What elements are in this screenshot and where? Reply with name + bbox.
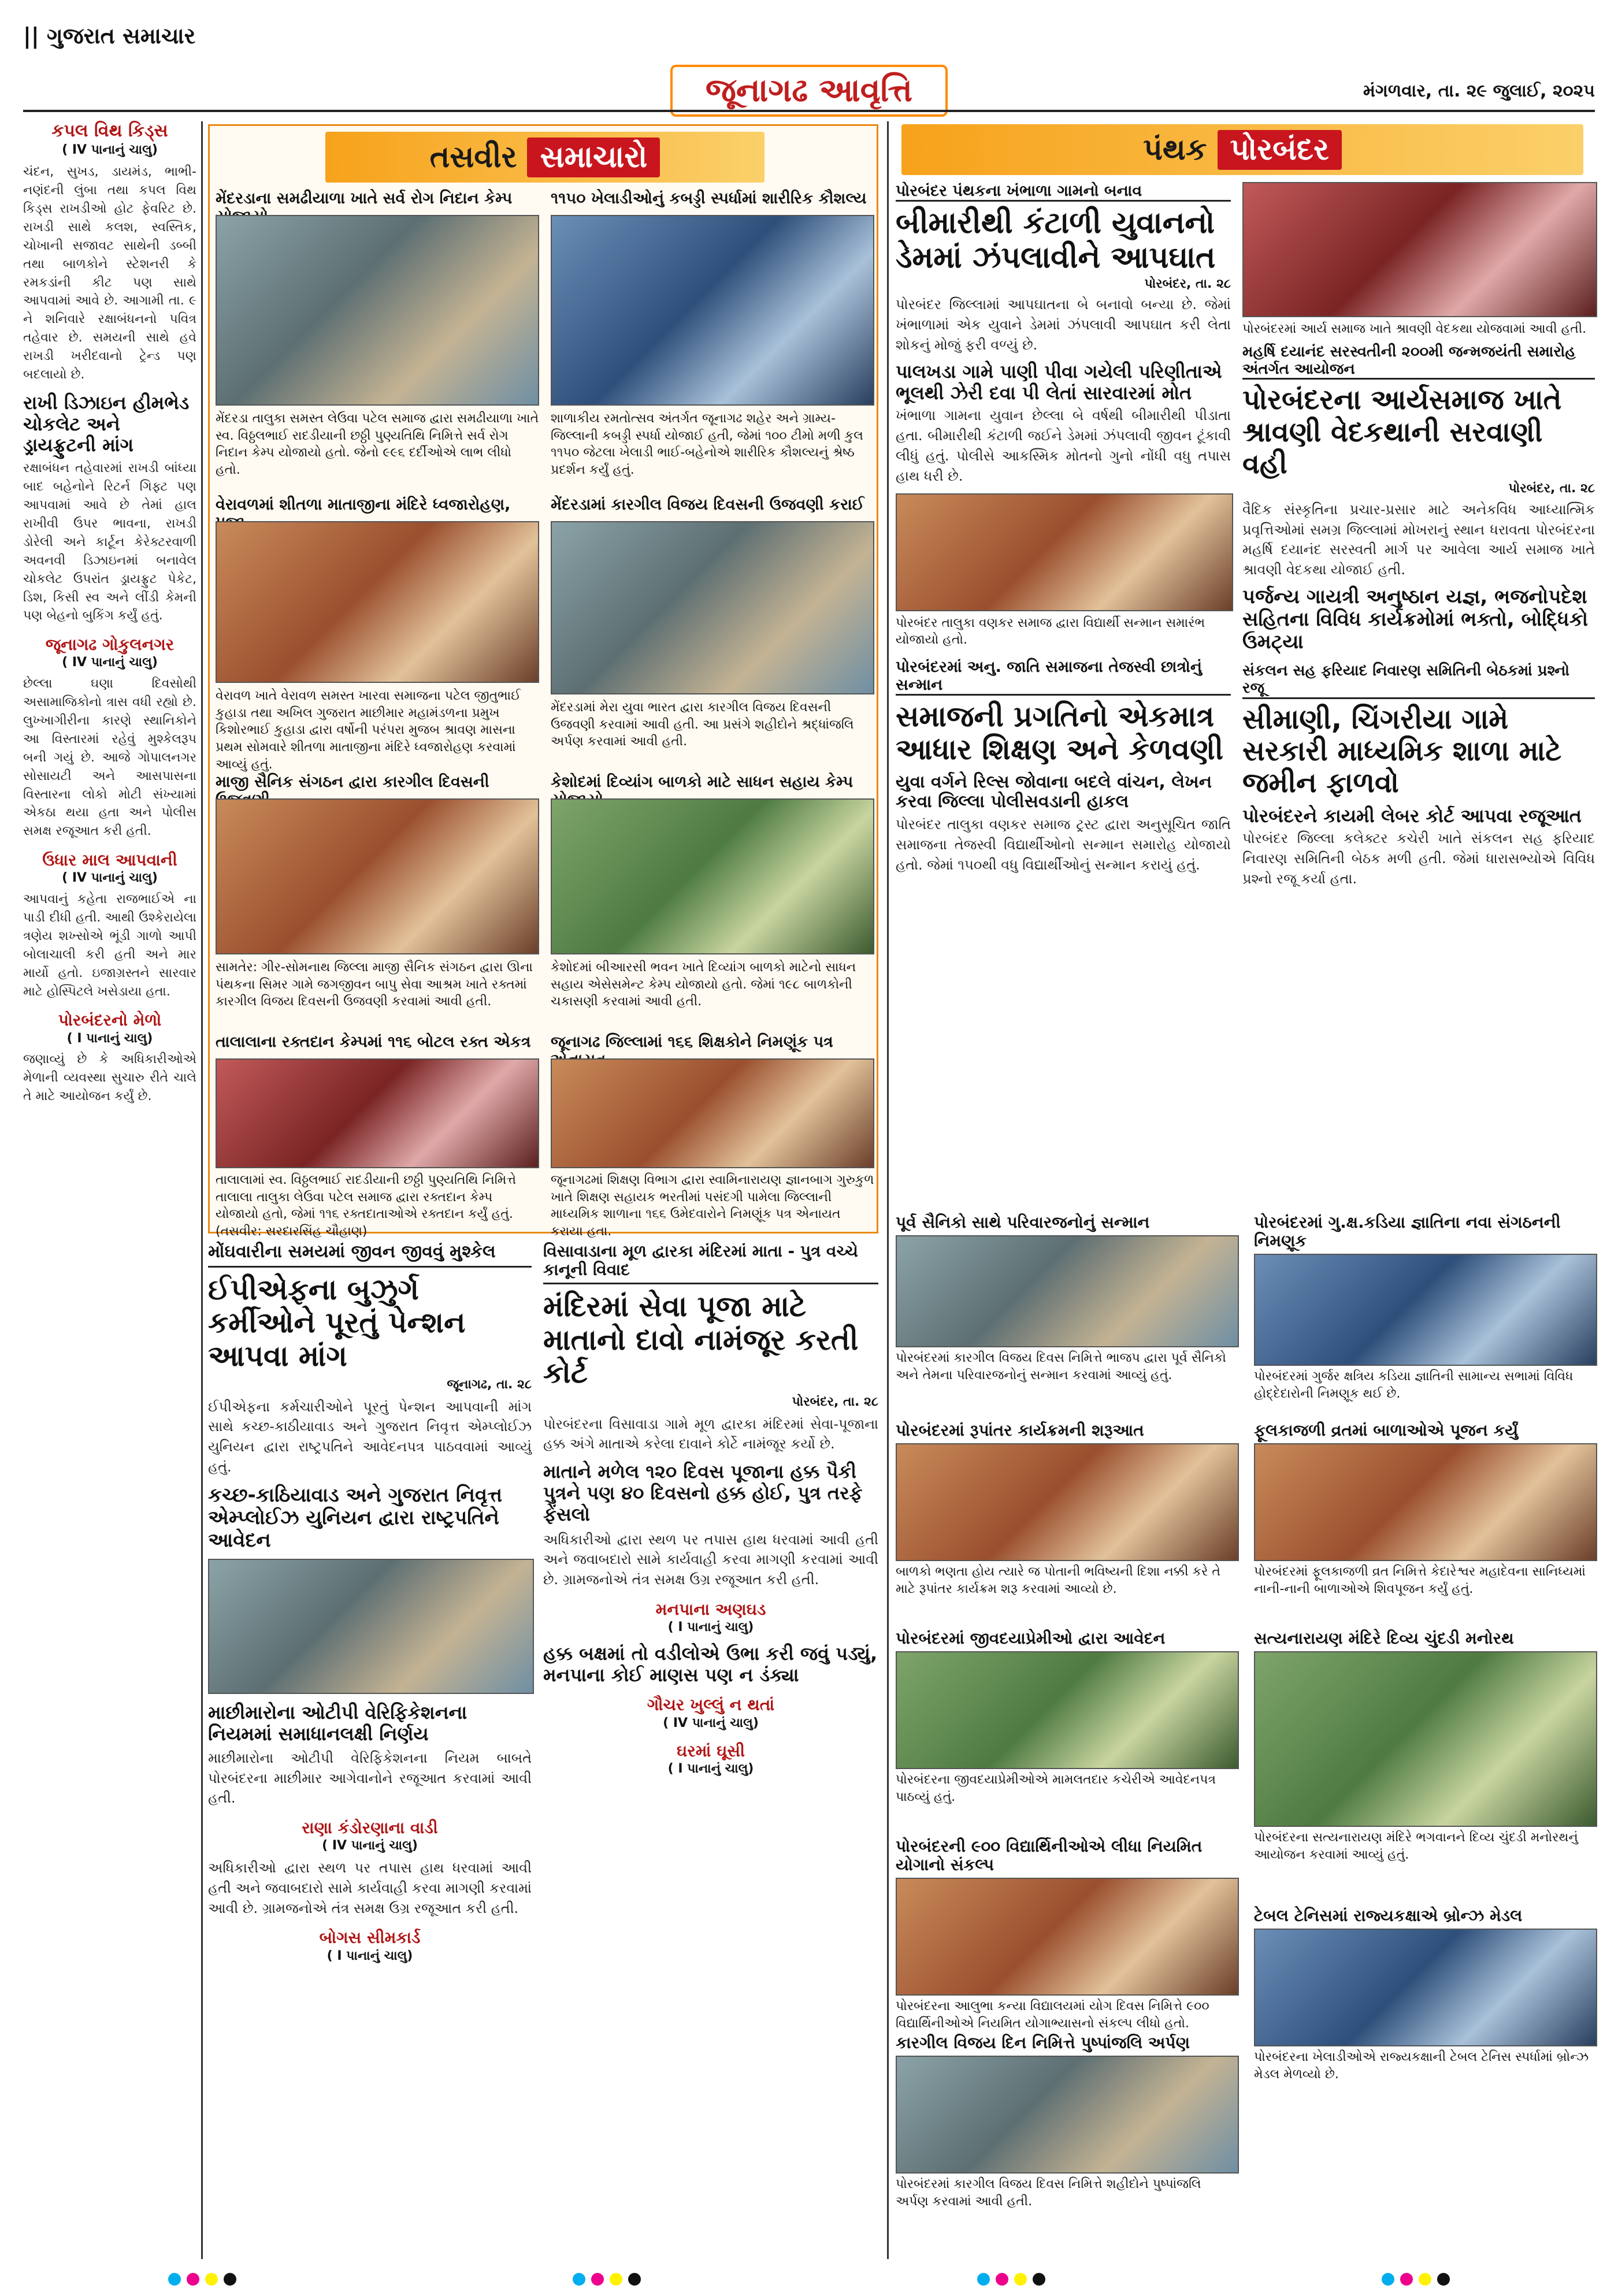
photo-story: [551, 496, 874, 767]
photo-caption: મેંદરડા તાલુકા સમસ્ત લેઉવા પટેલ સમાજ દ્વારા સમઢીયાળા ખાતે સ્વ. વિઠ્ઠલભાઈ રાદડીયાની છઠ્ઠી પુણ્યતિથિ નિમિત્તે સર્વ રોગ નિદાન કેમ્પ યોજાયો હતો. જેનો ૯૯૬ દર્દીઓએ લાભ લીધો હતો.: [216, 411, 539, 478]
subheadline: યુવા વર્ગને રિલ્સ જોવાના બદલે વાંચન, લેખન કરવા જિલ્લા પોલીસવડાની હાકલ: [896, 771, 1212, 812]
body-text: છેલ્લા ઘણા દિવસોથી અસામાજિકોનો ત્રાસ વધી રહ્યો છે. લુખ્ખાગીરીના કારણે સ્થાનિકોને આ વિસ્તારમાં રહેવું મુશ્કેલરૂપ બની ગયું છે. આજે ગોપાલનગર સોસાયટી અને આસપાસના વિસ્તારના લોકો મોટી સંખ્યામાં એકઠા થયા હતા અને પોલીસ સમક્ષ રજૂઆત કરી હતી.: [23, 677, 196, 839]
photo-headline: તાલાલાના રક્તદાન કેમ્પમાં ૧૧૬ બોટલ રક્ત એકત્ર: [216, 1033, 531, 1051]
photo-caption: વેરાવળ ખાતે વેરાવળ સમસ્ત ખારવા સમાજના પટેલ જીતુભાઈ કુહાડા તથા અખિલ ગુજરાત માછીમાર મહામંડળના પ્રમુખ કિશોરભાઈ કુહાડા દ્વારા વર્ષોની પરંપરા મુજબ શ્રાવણ માસના પ્રથમ સોમવારે શીતળા માતાજીના મંદિરે ધ્વજારોહણ કરવામાં આવ્યું હતું.: [216, 689, 521, 772]
photo-story: [551, 773, 874, 1027]
banner-highlight: પોરબંદર: [1218, 130, 1342, 170]
headline: બોગસ સીમકાર્ડ: [319, 1928, 421, 1948]
headline: રાણા કંડોરણાના વાડી: [302, 1818, 438, 1838]
photo-headline: પૂર્વ સૈનિકો સાથે પરિવારજનોનું સન્માન: [896, 1213, 1150, 1232]
photo-story: [896, 2034, 1237, 2210]
subheadline: માછીમારોના ઓટીપી વેરિફિકેશનના નિયમમાં સમાધાનલક્ષી નિર્ણય: [208, 1701, 467, 1745]
story-kicker: સંકલન સહ ફરિયાદ નિવારણ સમિતિની બેઠકમાં પ્રશ્નો રજૂ: [1242, 663, 1595, 699]
photo-caption: પોરબંદરમાં આર્ય સમાજ ખાતે શ્રાવણી વેદકથા યોજવામાં આવી હતી.: [1242, 322, 1587, 336]
photo-caption: પોરબંદરના સત્યનારાયણ મંદિરે ભગવાનને દિવ્ય ચુંદડી મનોરથનું આયોજન કરવામાં આવ્યું હતું.: [1254, 1830, 1578, 1862]
paper-name: || ગુજરાત સમાચાર: [23, 23, 196, 49]
news-photo: [208, 1559, 534, 1694]
dateline: જૂનાગઢ, તા. ૨૮: [447, 1377, 532, 1392]
subheadline: માતાને મળેલ ૧૨૦ દિવસ પૂજાના હક્ક પૈકી પુત્રને પણ ૪૦ દિવસનો હક્ક હોઈ, પુત્ર તરફે ફેંસલો: [543, 1461, 863, 1525]
news-photo: [551, 798, 874, 954]
photo-headline: કારગીલ વિજય દિન નિમિત્તે પુષ્પાંજલિ અર્પણ: [896, 2033, 1190, 2052]
cmyk-dots: [168, 2273, 236, 2286]
news-photo: [216, 1058, 539, 1168]
porbandar-right: [1242, 182, 1595, 1199]
photo-caption: પોરબંદરના જીવદયાપ્રેમીઓએ મામલતદાર કચેરીએ આવેદનપત્ર પાઠવ્યું હતું.: [896, 1773, 1216, 1804]
cmyk-dots: [1382, 2273, 1450, 2286]
section-banner: [901, 124, 1583, 175]
porbandar-photo-grid: [896, 1213, 1595, 2247]
photo-caption: પોરબંદરના આલુભા કન્યા વિદ્યાલયમાં યોગ દિવસ નિમિત્તે ૯૦૦ વિદ્યાર્થિનીઓએ નિયમિત યોગાભ્યાસનો સંકલ્પ લીધો હતો.: [896, 1999, 1209, 2031]
photo-headline: પોરબંદરમાં રૂપાંતર કાર્યક્રમની શરૂઆત: [896, 1421, 1144, 1440]
pull-quote: હક્ક બક્ષમાં તો વડીલોએ ઉભા કરી જવું પડ્યું, મનપાના કોઈ માણસ પણ ન ડંક્યા: [543, 1642, 878, 1686]
story-temple-court: [543, 1242, 878, 2247]
print-registration-marks: [0, 2268, 1618, 2291]
photo-story: [1254, 1907, 1595, 2083]
news-photo: [551, 215, 874, 406]
news-photo: [896, 1878, 1239, 1996]
news-photo: [896, 493, 1233, 611]
headline: પોરબંદરનો મેળો: [58, 1010, 162, 1030]
photo-headline: વેરાવળમાં શીતળા માતાજીના મંદિરે ધ્વજારોહણ,: [216, 496, 511, 514]
photo-story: [551, 190, 874, 490]
photo-story: [1254, 1213, 1595, 1403]
edition-title: જૂનાગઢ આવૃત્તિ: [670, 65, 948, 117]
story-headline: સમાજની પ્રગતિનો એકમાત્ર આધાર શિક્ષણ અને કેળવણી: [896, 699, 1224, 767]
photo-headline: પોરબંદરમાં ગુ.ક્ષ.કડિયા જ્ઞાતિના નવા સંગઠનની નિમણૂક: [1254, 1213, 1561, 1251]
photo-headline: ફૂલકાજળી વ્રતમાં બાળાઓએ પૂજન કર્યું: [1254, 1421, 1519, 1440]
photo-caption: પોરબંદર તાલુકા વણકર સમાજ દ્વારા વિદ્યાર્થી સન્માન સમારંભ યોજાયો હતો.: [896, 615, 1205, 648]
column-divider: [887, 121, 889, 2259]
dateline: પોરબંદર, તા. ૨૮: [1144, 276, 1231, 291]
headline: ગૌચર ખુલ્લું ન થતાં: [647, 1695, 775, 1715]
issue-date: મંગળવાર, તા. ૨૯ જુલાઈ, ૨૦૨૫: [1363, 81, 1595, 101]
photo-story: [216, 496, 539, 772]
cmyk-dots: [977, 2273, 1045, 2286]
continued-label: ( I પાનાનું ચાલુ): [66, 1031, 153, 1046]
photo-caption: સામતેર: ગીર-સોમનાથ જિલ્લા માજી સૈનિક સંગઠન દ્વારા ઊના પંથકના સિમર ગામે જગજીવન બાપુ સેવા આશ્રમ ખાતે રક્તમાં કારગીલ વિજય દિવસની ઉજવણી કરવામાં આવી હતી.: [216, 960, 533, 1009]
story-headline: ઈપીએફના બુઝુર્ગ કર્મીઓને પૂરતું પેન્શન આપવા માંગ: [208, 1272, 466, 1373]
story-epf: [208, 1242, 532, 2247]
story-headline: સીમાણી, ચિંગરીયા ગામે સરકારી માધ્યમિક શાળા માટે જમીન ફાળવો: [1242, 703, 1562, 800]
photo-story: [216, 1033, 539, 1239]
dateline: પોરબંદર, તા. ૨૮: [1508, 481, 1595, 496]
photo-headline: પોરબંદરમાં જીવદયાપ્રેમીઓ દ્વારા આવેદન: [896, 1629, 1166, 1648]
continued-label: ( IV પાનાનું ચાલુ): [62, 142, 158, 157]
photo-story: [896, 1629, 1237, 1806]
subheadline: કચ્છ-કાઠિયાવાડ અને ગુજરાત નિવૃત્ત એમ્પ્લોઈઝ યુનિયન દ્વારા રાષ્ટ્રપતિને આવેદન: [208, 1483, 503, 1552]
photo-caption: પોરબંદરમાં કારગીલ વિજય દિવસ નિમિત્તે ભાજપ દ્વારા પૂર્વ સૈનિકો અને તેમના પરિવારજનોનું સન્માન કરવામાં આવ્યું હતું.: [896, 1351, 1226, 1383]
news-photo: [1254, 1651, 1597, 1827]
news-photo: [551, 521, 874, 694]
continued-label: ( IV પાનાનું ચાલુ): [322, 1838, 418, 1853]
photo-story: [216, 773, 539, 1027]
news-photo: [896, 2056, 1239, 2174]
body-text: આપવાનું કહેતા રાજભાઈએ ના પાડી દીધી હતી. આથી ઉશ્કેરાયેલા ત્રણેય શખ્સોએ ભૂંડી ગાળો આપી બોલાચાલી કરી હતી અને માર માર્યો હતો. ઇજાગ્રસ્તને સારવાર માટે હોસ્પિટલે ખસેડાયા હતા.: [23, 892, 196, 999]
news-photo: [1242, 182, 1597, 317]
photo-caption: જૂનાગઢમાં શિક્ષણ વિભાગ દ્વારા સ્વામિનારાયણ જ્ઞાનબાગ ગુરુકુળ ખાતે શિક્ષણ સહાયક ભરતીમાં પસંદગી પામેલા જિલ્લાની માધ્યમિક શાળાના ૧૬૬ ઉમેદવારોને નિમણૂંક પત્ર એનાયત કરાયા હતા.: [551, 1173, 874, 1239]
banner-text: તસવીર: [429, 139, 517, 174]
subheadline: પાલખડા ગામે પાણી પીવા ગયેલી પરિણીતાએ ભૂલથી ઝેરી દવા પી લેતાં સારવારમાં મોત: [896, 360, 1222, 404]
story-kicker: પોરબંદર પંથકના ખંભાળા ગામનો બનાવ: [896, 182, 1231, 202]
photo-caption: શાળાકીય રમતોત્સવ અંતર્ગત જૂનાગઢ શહેર અને ગ્રામ્ય-જિલ્લાની કબડ્ડી સ્પર્ધા યોજાઈ હતી, જેમાં ૧૦૦ ટીમો મળી કુલ ૧૧૫૦ જેટલા ખેલાડી ભાઈ-બહેનોએ શારીરિક કૌશલ્યનું શ્રેષ્ઠ પ્રદર્શન કર્યું હતું.: [551, 411, 863, 478]
continued-label: ( I પાનાનું ચાલુ): [667, 1620, 754, 1635]
news-photo: [216, 798, 539, 954]
photo-headline: મેંદરડામાં કારગીલ વિજય દિવસની ઉજવણી કરાઈ: [551, 496, 864, 514]
headline: મનપાના અણઘડ: [655, 1599, 766, 1619]
body-text: માછીમારોના ઓટીપી વેરિફિકેશનના નિયમ બાબતે પોરબંદરના માછીમાર આગેવાનોને રજૂઆત કરવામાં આવી હતી.: [208, 1749, 532, 1807]
masthead: [0, 0, 1618, 118]
photo-headline: કેશોદમાં દિવ્યાંગ બાળકો માટે સાધન સહાય કેમ્પ: [551, 773, 853, 791]
photo-story: [551, 1033, 874, 1239]
body-text: અધિકારીઓ દ્વારા સ્થળ પર તપાસ હાથ ધરવામાં આવી હતી અને જવાબદારો સામે કાર્યવાહી કરવા માગણી કરવામાં આવી છે. ગ્રામજનોએ તંત્ર સમક્ષ ઉગ્ર રજૂઆત કરી હતી.: [208, 1860, 532, 1916]
continued-label: ( I પાનાનું ચાલુ): [326, 1948, 413, 1963]
news-photo: [896, 1651, 1239, 1769]
headline: કપલ વિથ કિડ્સ: [51, 121, 168, 141]
banner-text: પંથક: [1143, 132, 1207, 167]
body-text: પોરબંદર જિલ્લા કલેક્ટર કચેરી ખાતે સંકલન સહ ફરિયાદ નિવારણ સમિતિની બેઠક મળી હતી. જેમાં ધારાસભ્યોએ વિવિધ પ્રશ્નો રજૂ કર્યા હતા.: [1242, 830, 1595, 887]
body-text: પોરબંદર તાલુકા વણકર સમાજ ટ્રસ્ટ દ્વારા અનુસૂચિત જાતિ સમાજના તેજસ્વી વિદ્યાર્થીઓનો સન્માન સમારોહ યોજાયો હતો. જેમાં ૧૫૦થી વધુ વિદ્યાર્થીઓનું સન્માન કરાયું હતું.: [896, 816, 1231, 873]
headline: ઘરમાં ઘૂસી: [676, 1741, 745, 1761]
body-text: પોરબંદરના વિસાવાડા ગામે મૂળ દ્વારકા મંદિરમાં સેવા-પૂજાના હક્ક અંગે માતાએ કરેલા દાવાને કોર્ટે નામંજૂર કર્યો છે.: [543, 1416, 878, 1452]
photo-headline: માજી સૈનિક સંગઠન દ્વારા કારગીલ દિવસની: [216, 773, 489, 791]
headline: ઉધાર માલ આપવાની: [42, 850, 177, 870]
news-photo: [551, 1058, 874, 1168]
news-photo: [1254, 1929, 1597, 2046]
body-text: વૈદિક સંસ્કૃતિના પ્રચાર-પ્રસાર માટે અનેકવિધ આધ્યાત્મિક પ્રવૃત્તિઓમાં સમગ્ર જિલ્લામાં મોખરાનું સ્થાન ધરાવતા પોરબંદરના મહર્ષિ દયાનંદ સરસ્વતી માર્ગ પર આવેલા આર્ય સમાજ ખાતે શ્રાવણી વેદકથા યોજાઈ હતી.: [1242, 501, 1595, 578]
story-headline: બીમારીથી કંટાળી યુવાનનો ડેમમાં ઝંપલાવીને આપઘાત: [896, 206, 1216, 275]
photo-headline: મેંદરડાના સમઢીયાળા ખાતે સર્વ રોગ નિદાન કેમ્પ: [216, 190, 513, 207]
news-photo: [896, 1443, 1239, 1561]
headline: રાખી ડિઝાઇન હીમભેડ ચોકલેટ અને ડ્રાયફ્રુટની માંગ: [23, 391, 190, 456]
photo-headline: પોરબંદરની ૯૦૦ વિદ્યાર્થિનીઓએ લીધા નિયમિત યોગાનો સંકલ્પ: [896, 1837, 1203, 1875]
photo-caption: પોરબંદરમાં ગુર્જર ક્ષત્રિય કડિયા જ્ઞાતિની સામાન્ય સભામાં વિવિધ હોદ્દેદારોની નિમણૂક થઈ છે.: [1254, 1369, 1574, 1402]
subheadline: પોરબંદરને કાયમી લેબર કોર્ટ આપવા રજૂઆત: [1242, 804, 1582, 827]
photo-caption: મેંદરડામાં મેરા યુવા ભારત દ્વારા કારગીલ વિજય દિવસની ઉજવણી કરવામાં આવી હતી. આ પ્રસંગે શહીદોને શ્રદ્ધાંજલિ અર્પણ કરવામાં આવી હતી.: [551, 700, 854, 749]
photo-story: [1254, 1629, 1595, 1864]
photo-headline: જૂનાગઢ જિલ્લામાં ૧૬૬ શિક્ષકોને નિમણૂંક પત્ર: [551, 1033, 833, 1051]
news-photo: [1254, 1443, 1597, 1561]
photo-headline: ટેબલ ટેનિસમાં રાજ્યકક્ષાએ બ્રોન્ઝ મેડલ: [1254, 1906, 1523, 1925]
column-divider: [201, 121, 203, 2259]
left-column: [23, 121, 196, 2259]
body-text: અધિકારીઓ દ્વારા સ્થળ પર તપાસ હાથ ધરવામાં આવી હતી અને જવાબદારો સામે કાર્યવાહી કરવા માગણી કરવામાં આવી છે. ગ્રામજનોએ તંત્ર સમક્ષ ઉગ્ર રજૂઆત કરી હતી.: [543, 1531, 878, 1588]
photo-story: [896, 1213, 1237, 1384]
banner-highlight: સમાચારો: [527, 138, 660, 177]
continued-label: ( I પાનાનું ચાલુ): [667, 1762, 754, 1777]
photo-caption: તાલાલામાં સ્વ. વિઠ્ઠલભાઈ રાદડીયાની છઠ્ઠી પુણ્યતિથિ નિમિત્તે તાલાલા તાલુકા લેઉવા પટેલ સમાજ દ્વારા રક્તદાન કેમ્પ યોજાયો હતો, જેમાં ૧૧૬ રક્તદાતાઓએ રક્તદાન કર્યું હતું. (તસવીર: સરદારસિંહ ચૌહાણ): [216, 1173, 517, 1239]
story-headline: પોરબંદરના આર્યસમાજ ખાતે શ્રાવણી વેદકથાની સરવાણી વહી: [1242, 384, 1562, 480]
porbandar-left: [896, 182, 1231, 1199]
photo-news-box: [208, 124, 878, 1239]
continued-label: ( IV પાનાનું ચાલુ): [62, 655, 158, 670]
continued-label: ( IV પાનાનું ચાલુ): [663, 1715, 759, 1730]
section-banner: [325, 132, 765, 183]
photo-headline: સત્યનારાયણ મંદિરે દિવ્ય ચુંદડી મનોરથ: [1254, 1629, 1514, 1648]
body-text: જણાવ્યું છે કે અધિકારીઓએ મેળાની વ્યવસ્થા સુચારુ રીતે ચાલે તે માટે આયોજન કર્યું છે.: [23, 1052, 196, 1104]
story-kicker: મોંઘવારીના સમયમાં જીવન જીવવું મુશ્કેલ: [208, 1242, 532, 1268]
story-kicker: પોરબંદરમાં અનુ. જાતિ સમાજના તેજસ્વી છાત્રોનું સન્માન: [896, 658, 1231, 696]
photo-caption: કેશોદમાં બીઆરસી ભવન ખાતે દિવ્યાંગ બાળકો માટેનો સાધન સહાય એસેસમેન્ટ કેમ્પ યોજાયો હતો. જેમાં ૧૯૮ બાળકોની ચકાસણી કરવામાં આવી હતી.: [551, 960, 856, 1009]
body-text: રક્ષાબંધન તહેવારમાં રાખડી બાંધ્યા બાદ બહેનોને રિટર્ન ગિફ્ટ પણ આપવામાં આવે છે તેમાં હાલ રાખીવી ઉપર ભાવના, રાખડી ડોરેલી અને કાર્ટૂન કેરેક્ટરવાળી અવનવી ડિઝાઇનમાં બનાવેલ ચોકલેટ ઉપરાંત ડ્રાયફ્રુટ પેકેટ, ડિશ, કિસી સ્વ અને લીંડી કેમની પણ બેહનો બુકિંગ કર્યું હતું.: [23, 461, 196, 623]
news-photo: [216, 521, 539, 683]
story-kicker: વિસાવાડાના મૂળ દ્વારકા મંદિરમાં માતા - પુત્ર વચ્ચે કાનૂની વિવાદ: [543, 1242, 878, 1284]
photo-caption: પોરબંદરમાં ફૂલકાજળી વ્રત નિમિત્તે કેદારેશ્વર મહાદેવના સાનિધ્યમાં નાની-નાની બાળાઓએ શિવપૂજન કર્યું હતું.: [1254, 1565, 1586, 1596]
body-text: ચંદન, સુખડ, ડાયમંડ, ભાભી-નણંદની લુંબા તથા કપલ વિથ કિડ્સ રાખડીઓ હોટ ફેવરિટ છે. રાખડી સાથે કલશ, સ્વસ્તિક, ચોખાની સજાવટ સાથેની ડબ્બી તથા બાળકોને સ્ટેશનરી કે રમકડાંની કીટ પણ સાથે આપવામાં આવે છે. આગામી તા. ૯ ને શનિવારે રક્ષાબંધનનો પવિત્ર તહેવાર છે. સમયની સાથે હવે રાખડી ખરીદવાનો ટ્રેન્ડ પણ બદલાયો છે.: [23, 165, 196, 382]
photo-caption: બાળકો ભણતા હોય ત્યારે જ પોતાની ભવિષ્યની દિશા નક્કી કરે તે માટે રૂપાંતર કાર્યક્રમ શરૂ કરવામાં આવ્યો છે.: [896, 1565, 1220, 1596]
dateline: પોરબંદર, તા. ૨૮: [792, 1394, 878, 1409]
masthead-rule: [23, 110, 1595, 112]
body-text: ઈપીએફના કર્મચારીઓને પૂરતું પેન્શન આપવાની માંગ સાથે કચ્છ-કાઠીયાવાડ અને ગુજરાત નિવૃત્ત એમ્પ્લોઈઝ યુનિયન દ્વારા રાષ્ટ્રપતિને આવેદનપત્ર પાઠવવામાં આવ્યું હતું.: [208, 1398, 532, 1476]
photo-story: [216, 190, 539, 490]
photo-caption: પોરબંદરના ખેલાડીઓએ રાજ્યકક્ષાની ટેબલ ટેનિસ સ્પર્ધામાં બ્રોન્ઝ મેડલ મેળવ્યો છે.: [1254, 2050, 1589, 2082]
news-photo: [216, 215, 539, 406]
story-kicker: મહર્ષિ દયાનંદ સરસ્વતીની ૨૦૦મી જન્મજયંતી સમારોહ અંતર્ગત આયોજન: [1242, 344, 1595, 380]
body-text: ખંભાળા ગામના યુવાન છેલ્લા બે વર્ષથી બીમારીથી પીડાતા હતા. બીમારીથી કંટાળી જઈને ડેમમાં ઝંપલાવી જીવન ટૂંકાવી લીધું હતું. પોલીસે આકસ્મિક મોતનો ગુનો નોંધી વધુ તપાસ હાથ ધરી છે.: [896, 407, 1231, 484]
photo-story: [896, 1421, 1237, 1598]
cmyk-dots: [573, 2273, 641, 2286]
photo-headline: ૧૧૫૦ ખેલાડીઓનું કબડ્ડી સ્પર્ધામાં શારીરિક કૌશલ્ય: [551, 190, 867, 207]
headline: જૂનાગઢ ગોકુલનગર: [45, 635, 175, 655]
story-headline: મંદિરમાં સેવા પૂજા માટે માતાનો દાવો નામંજૂર કરતી કોર્ટ: [543, 1290, 859, 1390]
body-text: પોરબંદર જિલ્લામાં આપઘાતના બે બનાવો બન્યા છે. જેમાં ખંભાળામાં એક યુવાને ડેમમાં ઝંપલાવી આપઘાત કરી લેતા શોકનું મોજું ફરી વળ્યું છે.: [896, 296, 1231, 353]
subheadline: પર્જન્ય ગાયત્રી અનુષ્ઠાન યજ્ઞ, ભજનોપદેશ સહિતના વિવિધ કાર્યક્રમોમાં ભક્તો, બોદ્ધિકો ઉમટ્યા: [1242, 585, 1589, 654]
photo-story: [1254, 1421, 1595, 1598]
photo-caption: પોરબંદરમાં કારગીલ વિજય દિવસ નિમિત્તે શહીદોને પુષ્પાંજલિ અર્પણ કરવામાં આવી હતી.: [896, 2177, 1201, 2209]
photo-story: [896, 1837, 1237, 2033]
news-photo: [896, 1235, 1239, 1347]
continued-label: ( IV પાનાનું ચાલુ): [62, 871, 158, 886]
news-photo: [1254, 1254, 1597, 1366]
